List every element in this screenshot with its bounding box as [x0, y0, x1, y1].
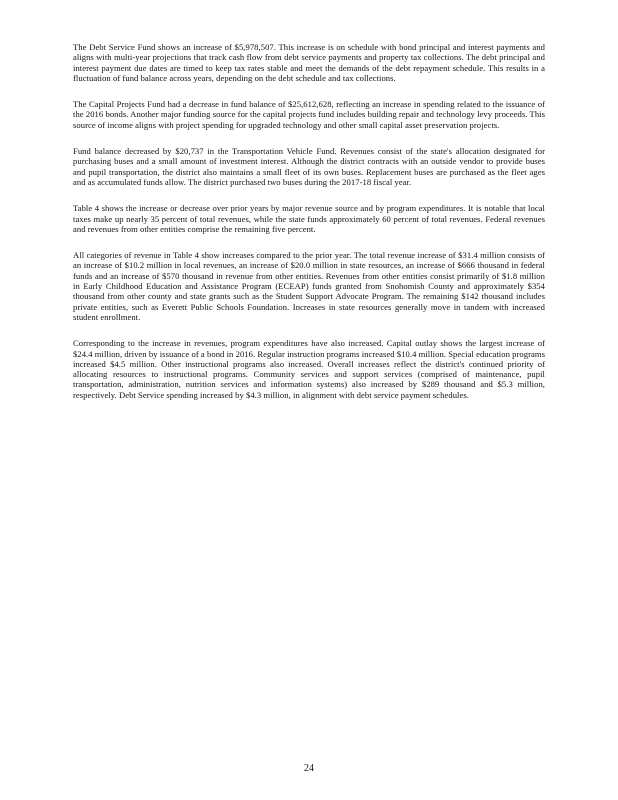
paragraph-debt-service-fund: The Debt Service Fund shows an increase of $5,978,507. This increase is on schedule with bond principal and interest payments and aligns with multi-year projections that track cash flow from debt service payments and property tax collections. The debt principal and interest payment due dates are timed to keep tax rates stable and meet the demands of the debt repayment schedule. This results in a fluctuation of fund balance across years, depending on the debt schedule and tax collections.	[73, 42, 545, 83]
document-page	[73, 42, 545, 416]
paragraph-table-4-revenue-overview: Table 4 shows the increase or decrease over prior years by major revenue source and by program expenditures. It is notable that local taxes make up nearly 35 percent of total revenues, while the state funds approximately 60 percent of total revenues. Federal revenues and revenues from other entities comprise the remaining five percent.	[73, 203, 545, 234]
paragraph-revenue-categories: All categories of revenue in Table 4 show increases compared to the prior year. The total revenue increase of $31.4 million consists of an increase of $10.2 million in local revenues, an increase of $20.0 million in state resources, an increase of $666 thousand in federal funds and an increase of $570 thousand in revenue from other entities. Revenues from other entities consist primarily of $1.8 million in Early Childhood Education and Assistance Program (ECEAP) funds granted from Snohomish County and approximately $354 thousand from other county and state grants such as the Student Support Advocate Program. The remaining $142 thousand includes private entities, such as Everett Public Schools Foundation. Increases in state resources generally move in tandem with increased student enrollment.	[73, 250, 545, 322]
paragraph-capital-projects-fund: The Capital Projects Fund had a decrease in fund balance of $25,612,628, reflecting an increase in spending related to the issuance of the 2016 bonds. Another major funding source for the capital projects fund includes building repair and technology levy proceeds. This source of income aligns with project spending for upgraded technology and other small capital asset preservation projects.	[73, 99, 545, 130]
page-number: 24	[304, 763, 314, 774]
paragraph-transportation-vehicle-fund: Fund balance decreased by $20,737 in the Transportation Vehicle Fund. Revenues consist of the state's allocation designated for purchasing buses and a small amount of investment interest. Although the district contracts with an outside vendor to provide buses and pupil transportation, the district also maintains a small fleet of its own buses. Replacement buses are purchased as the fleet ages and as accumulated funds allow. The district purchased two buses during the 2017-18 fiscal year.	[73, 146, 545, 187]
paragraph-program-expenditures: Corresponding to the increase in revenues, program expenditures have also increased. Capital outlay shows the largest increase of $24.4 million, driven by issuance of a bond in 2016. Regular instruction programs increased $10.4 million. Special education programs increased $4.5 million. Other instructional programs also increased. Overall increases reflect the district's continued priority of allocating resources to instructional programs. Community services and support services (comprised of maintenance, pupil transportation, administration, nutrition services and information systems) also increased by $289 thousand and $5.3 million, respectively. Debt Service spending increased by $4.3 million, in alignment with debt service payment schedules.	[73, 338, 545, 400]
